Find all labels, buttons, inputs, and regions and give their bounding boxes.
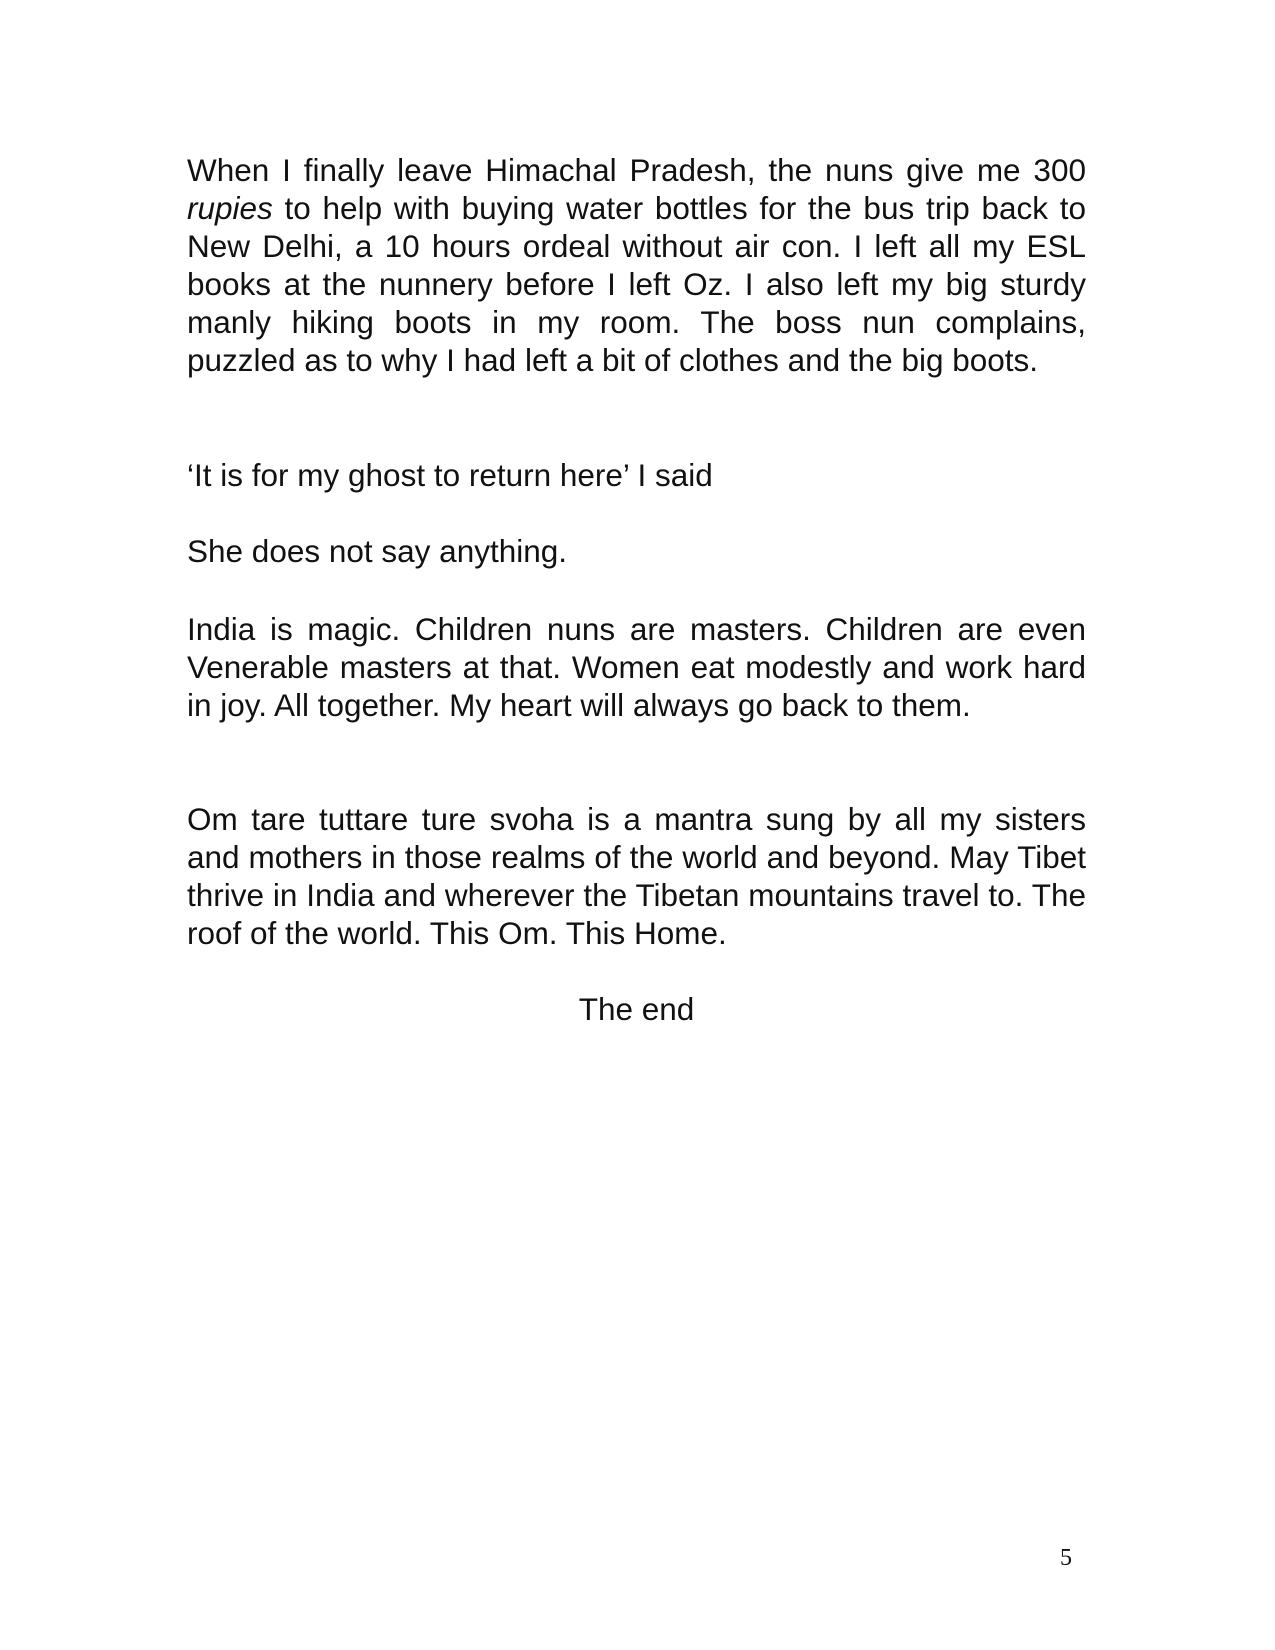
paragraph-departure [187,151,1086,379]
the-end-heading: The end [578,991,695,1027]
paragraph-india-magic: India is magic. Children nuns are masters. Children are even Venerable masters at that. Women eat modestly and work hard in joy. All together. My heart will always go back to them. [187,611,1086,723]
page-number: 5 [1060,1545,1072,1571]
italic-word-rupies: rupies [187,190,273,226]
paragraph-departure-text-end: to help with buying water bottles for the bus trip back to New Delhi, a 10 hours ordeal without air con. I left all my ESL books at the nunnery before I left Oz. I also left my big sturdy manly hiking boots in my room. The boss nun complains, puzzled as to why I had left a bit of clothes and the big boots. [187,190,1086,378]
paragraph-ghost-quote: ‘It is for my ghost to return here’ I said [187,457,713,493]
paragraph-mantra: Om tare tuttare ture svoha is a mantra sung by all my sisters and mothers in those realms of the world and beyond. May Tibet thrive in India and wherever the Tibetan mountains travel to. The roof of the world. This Om. This Home. [187,801,1086,951]
paragraph-silence: She does not say anything. [187,533,568,569]
paragraph-departure-text-start: When I finally leave Himachal Pradesh, the nuns give me 300 [187,152,1086,188]
